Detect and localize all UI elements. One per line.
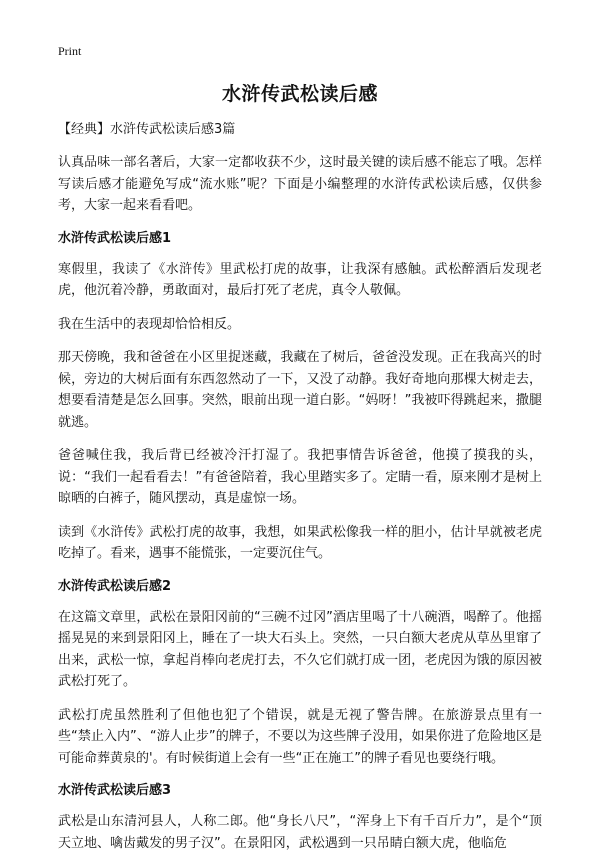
section-heading: 水浒传武松读后感1	[58, 230, 172, 246]
paragraph: 武松打虎虽然胜利了但他也犯了个错误，就是无视了警告牌。在旅游景点里有一些“禁止入内”、“游人止步”的牌子，不要以为这些牌子没用，如果你进了危险地区是可能命葬黄泉的'。有时候街道上会有一些“正在施工”的牌子看见也要绕行哦。	[58, 707, 542, 766]
section-3	[58, 781, 542, 854]
section-1	[58, 229, 542, 565]
article-body	[58, 120, 542, 866]
paragraph: 爸爸喊住我，我后背已经被冷汗打湿了。我把事情告诉爸爸，他摸了摸我的头，说：“我们一起看看去！”有爸爸陪着，我心里踏实多了。定睛一看，原来刚才是树上晾晒的白裤子，随风摆动，真是虚惊一场。	[58, 448, 542, 506]
paragraph: 我在生活中的表现却恰恰相反。	[58, 316, 241, 332]
section-heading: 水浒传武松读后感3	[58, 783, 172, 798]
article-subtitle: 【经典】水浒传武松读后感3篇	[58, 122, 236, 137]
print-link[interactable]: Print	[58, 44, 82, 58]
paragraph: 寒假里，我读了《水浒传》里武松打虎的故事，让我深有感触。武松醉酒后发现老虎，他沉着冷静，勇敢面对，最后打死了老虎，真令人敬佩。	[58, 261, 542, 298]
page-title: 水浒传武松读后感	[221, 83, 378, 105]
intro-paragraph: 认真品味一部名著后，大家一定都收获不少，这时最关键的读后感不能忘了哦。怎样写读后感才能避免写成“流水账”呢？下面是小编整理的水浒传武松读后感，仅供参考，大家一起来看看吧。	[58, 155, 542, 213]
section-heading: 水浒传武松读后感2	[58, 578, 172, 594]
section-2	[58, 577, 542, 770]
paragraph: 那天傍晚，我和爸爸在小区里捉迷藏，我藏在了树后，爸爸没发现。正在我高兴的时候，旁边的大树后面有东西忽然动了一下，又没了动静。我好奇地向那棵大树走去，想要看清楚是怎么回事。突然，眼前出现一道白影。“妈呀！”我被吓得跳起来，撒腿就逃。	[58, 350, 542, 430]
paragraph: 读到《水浒传》武松打虎的故事，我想，如果武松像我一样的胆小，估计早就被老虎吃掉了。看来，遇事不能慌张，一定要沉住气。	[58, 524, 542, 561]
paragraph: 在这篇文章里，武松在景阳冈前的“三碗不过冈”酒店里喝了十八碗酒，喝醉了。他摇摇晃晃的来到景阳冈上，睡在了一块大石头上。突然，一只白额大老虎从草丛里窜了出来，武松一惊，拿起肖棒向老虎打去，不久它们就打成一团，老虎因为饿的原因被武松打死了。	[58, 609, 542, 689]
paragraph: 武松是山东清河县人，人称二郎。他“身长八尺”，“浑身上下有千百斤力”，是个“顶天立地、噙齿戴发的男子汉”。在景阳冈，武松遇到一只吊睛白额大虎，他临危	[58, 814, 542, 851]
